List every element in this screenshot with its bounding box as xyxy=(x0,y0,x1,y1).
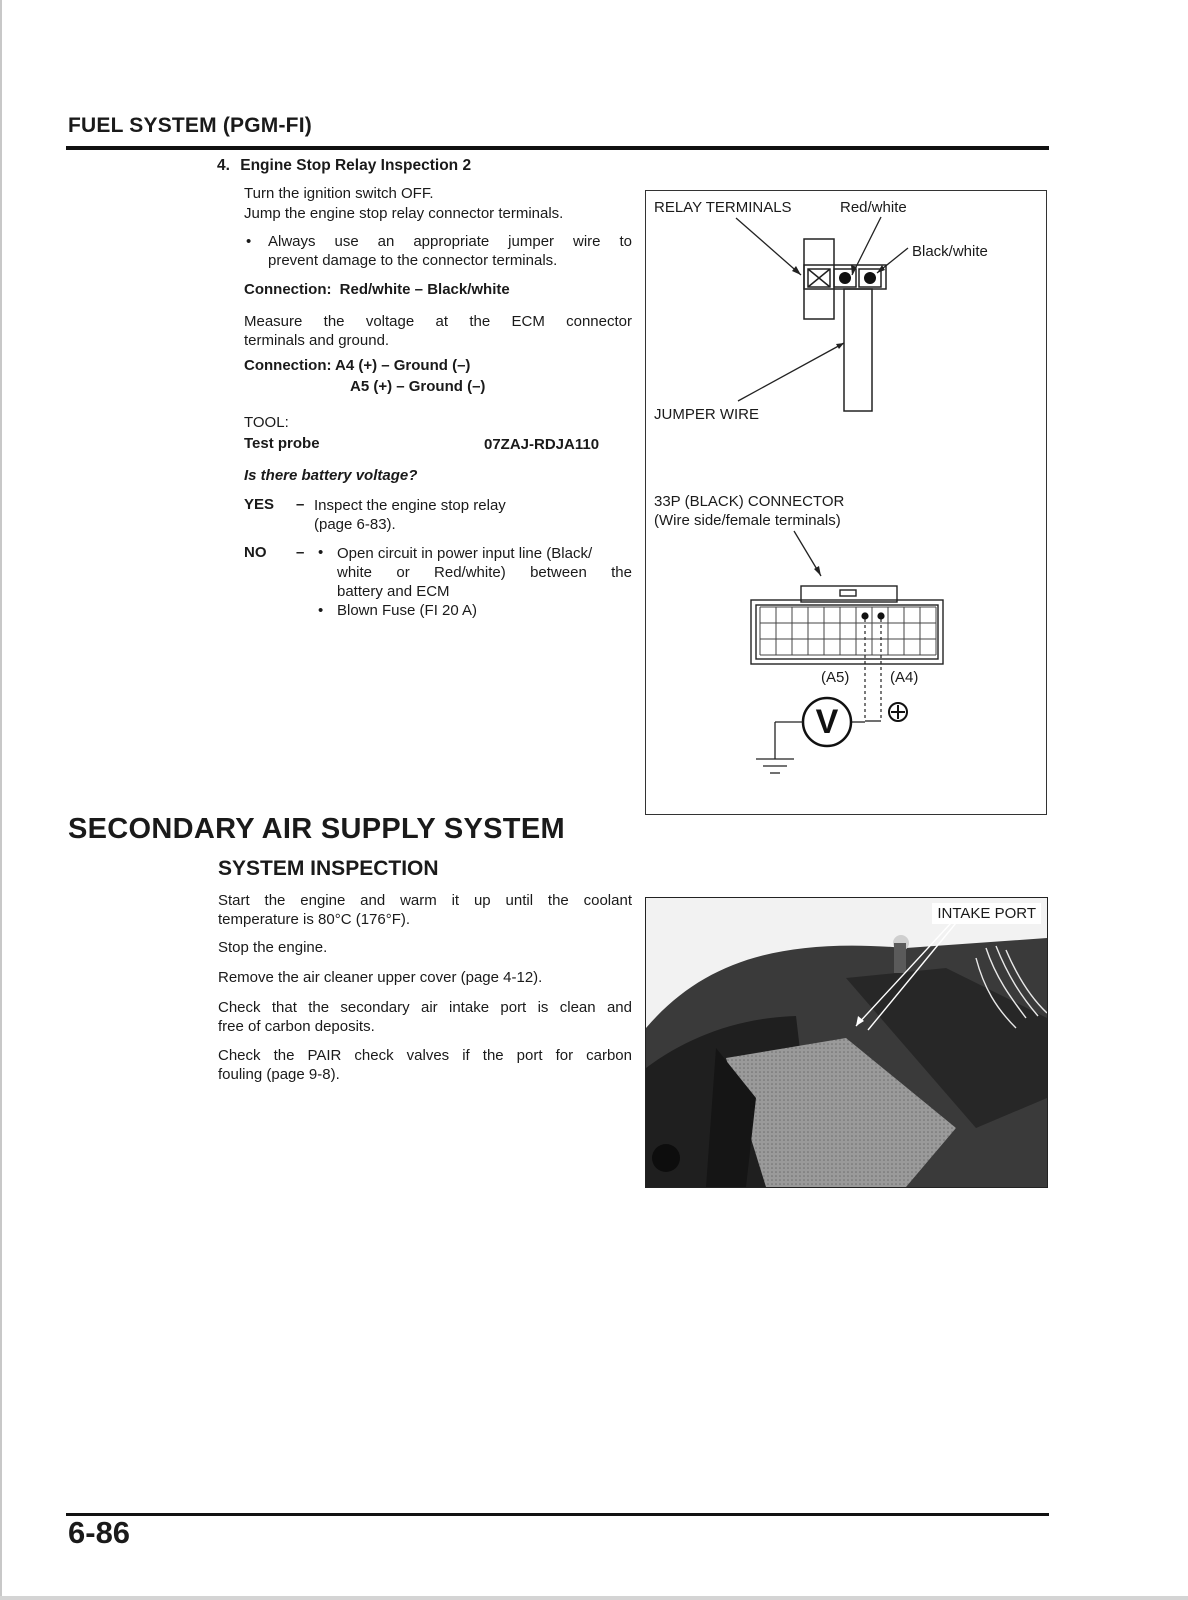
instruction-line: Jump the engine stop relay connector terminals. xyxy=(244,205,564,222)
a4-label: (A4) xyxy=(890,669,919,686)
tool-name: Test probe xyxy=(244,435,320,452)
measure-text: terminals and ground. xyxy=(244,332,390,349)
step-heading xyxy=(217,157,471,175)
page-bottom-edge xyxy=(0,1596,1188,1600)
ground-icon xyxy=(756,722,803,773)
connector-sublabel: (Wire side/female terminals) xyxy=(654,512,841,529)
intake-port-photo xyxy=(645,897,1048,1188)
connector-label: 33P (BLACK) CONNECTOR xyxy=(654,493,845,510)
no-item: Open circuit in power input line (Black/ xyxy=(337,545,593,562)
probe-lines xyxy=(865,619,881,721)
section-paragraph: free of carbon deposits. xyxy=(218,1018,375,1035)
step-title: Engine Stop Relay Inspection 2 xyxy=(240,157,472,174)
section-paragraph: Start the engine and warm it up until the coolant xyxy=(218,892,632,909)
no-item: white or Red/white) between the xyxy=(337,564,632,581)
section-paragraph: Stop the engine. xyxy=(218,939,328,956)
page-left-edge xyxy=(0,0,2,1600)
yes-text: (page 6-83). xyxy=(314,516,396,533)
step-number: 4. xyxy=(217,157,230,174)
terminal-dot-a4 xyxy=(877,612,884,619)
relay-figure xyxy=(645,190,1047,815)
section-paragraph: Check that the secondary air intake port is clean and xyxy=(218,999,632,1016)
no-dash: – xyxy=(296,544,305,561)
page-number: 6-86 xyxy=(68,1515,131,1550)
bullet-dot: • xyxy=(318,602,324,619)
instruction-line: Turn the ignition switch OFF. xyxy=(244,185,434,202)
engine-photo-illustration xyxy=(646,898,1047,1187)
section-title: SECONDARY AIR SUPPLY SYSTEM xyxy=(68,813,565,845)
ecm-connector xyxy=(751,586,943,664)
connection-value: Red/white – Black/white xyxy=(339,281,510,298)
running-header: FUEL SYSTEM (PGM-FI) xyxy=(68,114,312,137)
no-label: NO xyxy=(244,544,267,561)
section-paragraph: fouling (page 9-8). xyxy=(218,1066,340,1083)
terminal-dot-red-white xyxy=(839,272,851,284)
footer-rule xyxy=(66,1513,1049,1516)
connection-label: Connection: xyxy=(244,357,332,374)
no-item: Blown Fuse (FI 20 A) xyxy=(337,602,478,619)
relay-connector-body xyxy=(804,239,886,411)
relay-terminals-label: RELAY TERMINALS xyxy=(654,199,792,216)
terminal-dot-a5 xyxy=(861,612,868,619)
intake-port-label: INTAKE PORT xyxy=(932,903,1041,924)
tool-number: 07ZAJ-RDJA110 xyxy=(484,436,600,453)
ecm-terminal-grid xyxy=(760,607,936,655)
tool-label: TOOL: xyxy=(244,414,289,431)
voltmeter-label: V xyxy=(815,703,839,741)
section-paragraph: temperature is 80°C (176°F). xyxy=(218,911,411,928)
yes-label: YES xyxy=(244,496,275,513)
connection-spec xyxy=(244,280,510,299)
yes-dash: – xyxy=(296,496,305,513)
measure-text: Measure the voltage at the ECM connector xyxy=(244,313,632,330)
header-rule xyxy=(66,146,1049,150)
red-white-label: Red/white xyxy=(840,199,907,216)
connection-value: A5 (+) – Ground (–) xyxy=(350,378,486,395)
bullet-text: prevent damage to the connector terminals. xyxy=(268,252,558,269)
bullet-text: Always use an appropriate jumper wire to xyxy=(268,233,632,250)
section-subtitle: SYSTEM INSPECTION xyxy=(218,857,439,880)
arrow-heads xyxy=(792,265,885,576)
connection-label: Connection: xyxy=(244,281,332,298)
section-paragraph: Remove the air cleaner upper cover (page 4-12). xyxy=(218,969,543,986)
section-paragraph: Check the PAIR check valves if the port for carbon xyxy=(218,1047,632,1064)
no-item: battery and ECM xyxy=(337,583,450,600)
bullet-dot: • xyxy=(246,233,252,250)
a5-label: (A5) xyxy=(821,669,850,686)
yes-text: Inspect the engine stop relay xyxy=(314,497,506,514)
black-white-label: Black/white xyxy=(912,243,988,260)
terminal-dot-black-white xyxy=(864,272,876,284)
question: Is there battery voltage? xyxy=(244,467,418,484)
connection-value: A4 (+) – Ground (–) xyxy=(335,357,471,374)
jumper-wire-label: JUMPER WIRE xyxy=(654,406,759,423)
bullet-dot: • xyxy=(318,544,324,561)
